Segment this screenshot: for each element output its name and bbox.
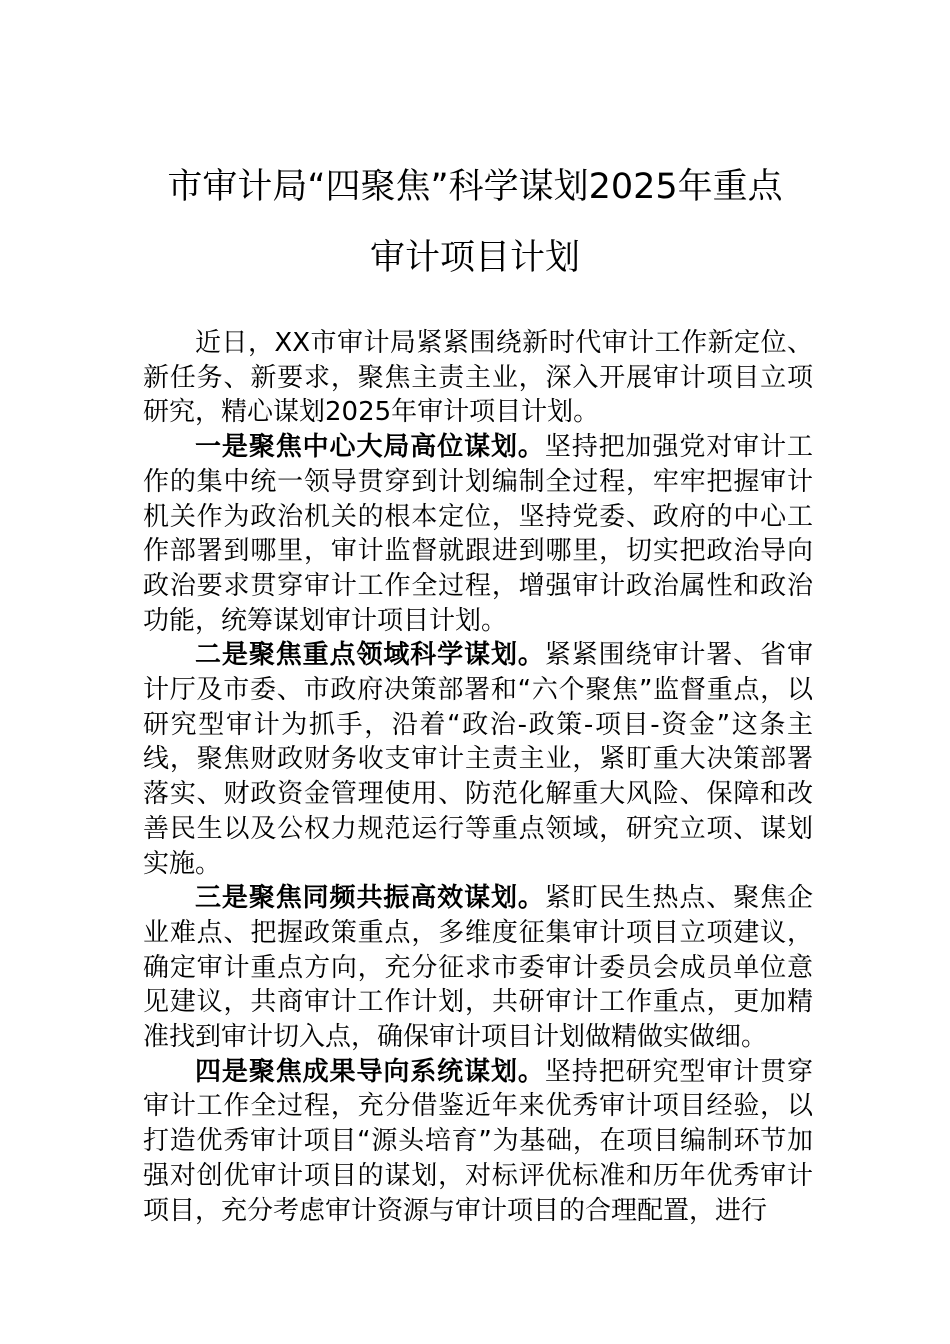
paragraph-lead: 三是聚焦同频共振高效谋划。 [195,883,545,914]
paragraph-intro [143,326,813,430]
paragraph-lead: 四是聚焦成果导向系统谋划。 [195,1056,545,1087]
paragraph-lead: 一是聚焦中心大局高位谋划。 [195,432,545,463]
paragraph-text: 紧盯民生热点、聚焦企业难点、把握政策重点，多维度征集审计项目立项建议，确定审计重点方向，充分征求市委审计委员会成员单位意见建议，共商审计工作计划，共研审计工作重点，更加精准找到审计切入点，确保审计项目计划做精做实做细。 [143,883,813,1053]
paragraph-point-1 [143,430,813,638]
paragraph-text: 近日，XX市审计局紧紧围绕新时代审计工作新定位、新任务、新要求，聚焦主责主业，深入开展审计项目立项研究，精心谋划2025年审计项目计划。 [143,328,813,428]
document-body [143,326,813,1228]
paragraph-text: 坚持把研究型审计贯穿审计工作全过程，充分借鉴近年来优秀审计项目经验，以打造优秀审计项目“源头培育”为基础，在项目编制环节加强对创优审计项目的谋划，对标评优标准和历年优秀审计项目，充分考虑审计资源与审计项目的合理配置，进行 [143,1056,813,1226]
paragraph-lead: 二是聚焦重点领域科学谋划。 [195,640,545,671]
document-title-line-1: 市审计局“四聚焦”科学谋划2025年重点 [167,167,783,207]
document-title-line-2: 审计项目计划 [369,238,580,278]
paragraph-point-4 [143,1055,813,1229]
paragraph-text: 紧紧围绕审计署、省审计厅及市委、市政府决策部署和“六个聚焦”监督重点，以研究型审计为抓手，沿着“政治-政策-项目-资金”这条主线，聚焦财政财务收支审计主责主业，紧盯重大决策部署落实、财政资金管理使用、防范化解重大风险、保障和改善民生以及公权力规范运行等重点领域，研究立项、谋划实施。 [143,640,813,879]
paragraph-point-2 [143,638,813,881]
paragraph-point-3 [143,881,813,1055]
paragraph-text: 坚持把加强党对审计工作的集中统一领导贯穿到计划编制全过程，牢牢把握审计机关作为政治机关的根本定位，坚持党委、政府的中心工作部署到哪里，审计监督就跟进到哪里，切实把政治导向政治要求贯穿审计工作全过程，增强审计政治属性和政治功能，统筹谋划审计项目计划。 [143,432,813,636]
